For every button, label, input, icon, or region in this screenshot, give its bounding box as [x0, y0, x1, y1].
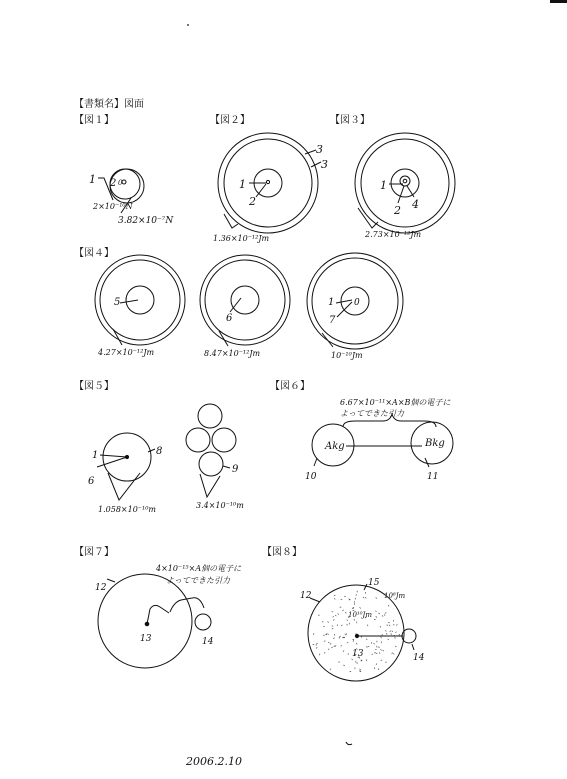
speckle-mark [375, 611, 377, 612]
speckle-mark [368, 625, 369, 627]
speckle-mark [376, 616, 377, 617]
speckle-mark [324, 652, 325, 653]
fig8-label-12: 12 [300, 591, 312, 601]
fig4a-label-5: 5 [114, 297, 121, 308]
speckle-mark [341, 645, 342, 646]
figure-6-drawing [305, 398, 453, 482]
speckle-mark [381, 649, 382, 651]
scan-mark [346, 742, 352, 745]
figure-5-drawing [88, 404, 244, 514]
figure-4-drawing [95, 253, 403, 360]
speckle-mark [391, 634, 393, 635]
fig5-leader-1 [100, 455, 127, 457]
fig4b-ring-outer [200, 255, 290, 345]
speckle-mark [347, 624, 348, 626]
fig5-leader-8 [148, 449, 155, 452]
speckle-mark [333, 616, 334, 617]
fig7-radius-line [147, 605, 169, 624]
fig3-label-2: 2 [394, 204, 401, 217]
speckle-mark [363, 597, 364, 598]
speckle-mark [334, 634, 335, 636]
document-type-heading: 【書類名】図面 [74, 99, 144, 110]
fig7-leader-12 [107, 579, 115, 582]
speckle-mark [353, 640, 354, 642]
speckle-mark [383, 650, 384, 651]
speckle-mark [396, 625, 397, 626]
speckle-mark [395, 632, 396, 633]
fig7-earth-circle [98, 574, 192, 668]
figure-2-title: 【図２】 [210, 115, 250, 126]
speckle-mark [375, 649, 377, 650]
fig3-label-4: 4 [412, 198, 419, 211]
speckle-mark [389, 605, 390, 607]
speckle-mark [333, 638, 334, 639]
speckle-mark [316, 643, 318, 644]
speckle-mark [324, 641, 326, 642]
fig1-label-force-small: 2×10⁻¹⁰N [93, 202, 133, 211]
fig2-label-2: 2 [249, 195, 256, 208]
speckle-mark [381, 637, 382, 638]
speckle-mark [356, 643, 357, 645]
speckle-mark [313, 633, 314, 634]
speckle-mark [357, 622, 358, 624]
speckle-mark [334, 595, 336, 596]
fig1-label-force: 3.82×10⁻⁷N [118, 216, 174, 226]
fig7-label-13: 13 [140, 634, 152, 644]
fig4c-leader-7 [337, 302, 352, 317]
speckle-mark [373, 643, 375, 644]
fig3-label-1: 1 [380, 179, 387, 192]
figure-4-title: 【図４】 [74, 248, 114, 259]
fig5-molecule-top [198, 404, 222, 428]
fig3-leader-energy [358, 208, 378, 228]
fig8-label-13: 13 [352, 649, 364, 659]
speckle-mark [323, 635, 325, 636]
speckle-mark [379, 613, 380, 614]
fig8-leader-12 [310, 598, 320, 602]
speckle-mark [393, 653, 394, 654]
speckle-mark [323, 621, 324, 623]
fig1-label-0: 0 [118, 179, 123, 187]
figure-8-title: 【図８】 [262, 547, 302, 558]
speckle-mark [328, 634, 329, 635]
speckle-mark [366, 646, 367, 647]
speckle-mark [347, 620, 348, 621]
handwritten-date: 2006.2.10 [186, 755, 242, 768]
fig4b-ring-inner [205, 260, 285, 340]
speckle-mark [346, 633, 347, 634]
fig5-label-molecule-distance: 3.4×10⁻¹⁰m [196, 501, 244, 510]
fig3-label-energy: 2.73×10⁻¹²Jm [365, 230, 422, 239]
speckle-mark [334, 598, 335, 599]
speckle-mark [338, 613, 339, 614]
speckle-mark [388, 639, 389, 640]
figure-2-drawing [213, 133, 328, 243]
speckle-mark [399, 634, 400, 636]
speckle-mark [350, 671, 352, 672]
fig4-atom-a [95, 255, 185, 357]
fig6-label-11: 11 [427, 472, 439, 482]
fig2-label-1: 1 [239, 178, 246, 191]
speckle-mark [328, 649, 329, 650]
speckle-mark [334, 619, 335, 621]
fig4b-label-energy: 8.47×10⁻¹²Jm [204, 349, 261, 358]
speckle-mark [390, 631, 391, 632]
speckle-mark [332, 626, 333, 627]
speckle-mark [376, 598, 378, 599]
speckle-mark [365, 597, 366, 598]
fig5-molecule-right [212, 428, 236, 452]
fig5-molecule-bracket [200, 474, 220, 497]
speckle-mark [331, 647, 332, 648]
figure-3-title: 【図３】 [330, 115, 370, 126]
fig3-center [403, 179, 407, 183]
fig2-leader-3b [311, 162, 321, 167]
speckle-mark [343, 651, 344, 652]
figure-7-drawing [95, 564, 242, 668]
fig1-label-1: 1 [89, 173, 96, 186]
fig4a-ring-outer [95, 255, 185, 345]
speckle-mark [376, 664, 377, 665]
speckle-mark [382, 634, 383, 636]
figure-8-drawing [300, 578, 425, 681]
fig2-ring-outer [218, 133, 318, 233]
speckle-mark [381, 660, 383, 661]
scan-dot [187, 24, 189, 26]
fig4a-label-energy: 4.27×10⁻¹²Jm [98, 348, 155, 357]
fig6-label-force-1: 6.67×10⁻¹¹×A×B個の電子に [340, 398, 451, 407]
figure-3-drawing [355, 133, 455, 239]
speckle-mark [313, 644, 315, 645]
fig5-label-6: 6 [88, 476, 95, 487]
speckle-mark [343, 610, 344, 611]
speckle-mark [347, 642, 348, 643]
fig4a-ring-inner [100, 260, 180, 340]
speckle-mark [360, 607, 361, 608]
fig4a-leader-5 [120, 300, 138, 303]
corner-mark [550, 0, 567, 3]
speckle-mark [389, 625, 390, 626]
speckle-mark [341, 625, 342, 626]
fig8-label-15: 15 [368, 578, 380, 588]
figure-6-title: 【図６】 [270, 381, 310, 392]
fig8-leader-15 [364, 584, 367, 590]
fig2-label-3a: 3 [316, 143, 323, 156]
fig6-label-10: 10 [305, 472, 317, 482]
speckle-mark [330, 669, 331, 670]
fig8-label-inner-distance: 10¹⁰Jm [348, 611, 372, 619]
fig7-small-body [195, 614, 211, 630]
fig5-label-1: 1 [92, 450, 99, 461]
speckle-mark [366, 639, 367, 640]
fig8-speckle-texture [313, 591, 400, 672]
speckle-mark [385, 614, 386, 616]
fig2-label-3b: 3 [321, 158, 328, 171]
fig7-label-14: 14 [202, 637, 214, 647]
speckle-mark [316, 647, 317, 648]
fig4-atom-b [200, 255, 290, 358]
speckle-mark [334, 646, 335, 647]
fig2-label-energy: 1.36×10⁻¹²Jm [213, 234, 270, 243]
figure-5-title: 【図５】 [74, 381, 114, 392]
fig5-molecule-bottom [199, 452, 223, 476]
fig4b-label-6: 6 [226, 313, 233, 324]
fig5-diameter-bracket [108, 473, 140, 500]
fig8-leader-14 [412, 644, 414, 650]
fig5-label-9: 9 [232, 464, 239, 475]
fig4-atom-c [307, 253, 403, 360]
fig4c-label-energy: 10⁻¹⁰Jm [331, 351, 363, 360]
fig7-label-12: 12 [95, 583, 107, 593]
fig5-molecule-left [186, 428, 210, 452]
fig4c-label-7: 7 [329, 315, 336, 326]
figure-1-drawing [89, 169, 174, 226]
fig4b-core [231, 286, 259, 314]
speckle-mark [385, 613, 387, 614]
speckle-mark [328, 622, 329, 623]
fig7-label-force-1: 4×10⁻¹⁵×A個の電子に [156, 564, 242, 573]
fig1-label-2: 2 [110, 178, 117, 189]
speckle-mark [345, 612, 346, 613]
fig7-label-force-2: よってできた引力 [166, 576, 230, 585]
fig4c-leader-1 [336, 300, 352, 303]
figure-7-title: 【図７】 [74, 547, 114, 558]
fig6-label-a: Akg [325, 441, 345, 452]
fig4c-leader-energy [322, 333, 333, 347]
fig6-leader-10 [314, 458, 317, 466]
speckle-mark [374, 652, 375, 653]
fig4c-label-0: 0 [354, 298, 360, 308]
fig6-label-force-2: よってできた引力 [340, 409, 404, 418]
speckle-mark [392, 631, 393, 632]
fig1-center-dot [122, 180, 126, 184]
speckle-mark [388, 622, 390, 623]
fig4a-core [126, 286, 154, 314]
fig4c-label-1: 1 [328, 297, 335, 308]
speckle-mark [360, 671, 361, 672]
fig6-label-b: Bkg [425, 438, 445, 449]
fig8-label-outer-distance: 10⁸Jm [384, 592, 406, 600]
fig8-label-14: 14 [413, 653, 425, 663]
speckle-mark [328, 642, 329, 643]
speckle-mark [378, 669, 379, 671]
fig3-leader-2 [398, 186, 404, 203]
figure-1-title: 【図１】 [74, 115, 114, 126]
speckle-mark [385, 630, 386, 631]
fig5-leader-6 [97, 457, 127, 467]
speckle-mark [340, 636, 341, 637]
fig5-leader-9 [223, 466, 230, 468]
speckle-mark [386, 662, 387, 663]
speckle-mark [359, 669, 360, 670]
speckle-mark [345, 634, 346, 636]
fig5-label-distance: 1.058×10⁻¹⁰m [98, 505, 157, 514]
fig2-ring-inner [224, 139, 312, 227]
fig5-label-8: 8 [156, 446, 163, 457]
fig2-center [266, 180, 269, 183]
